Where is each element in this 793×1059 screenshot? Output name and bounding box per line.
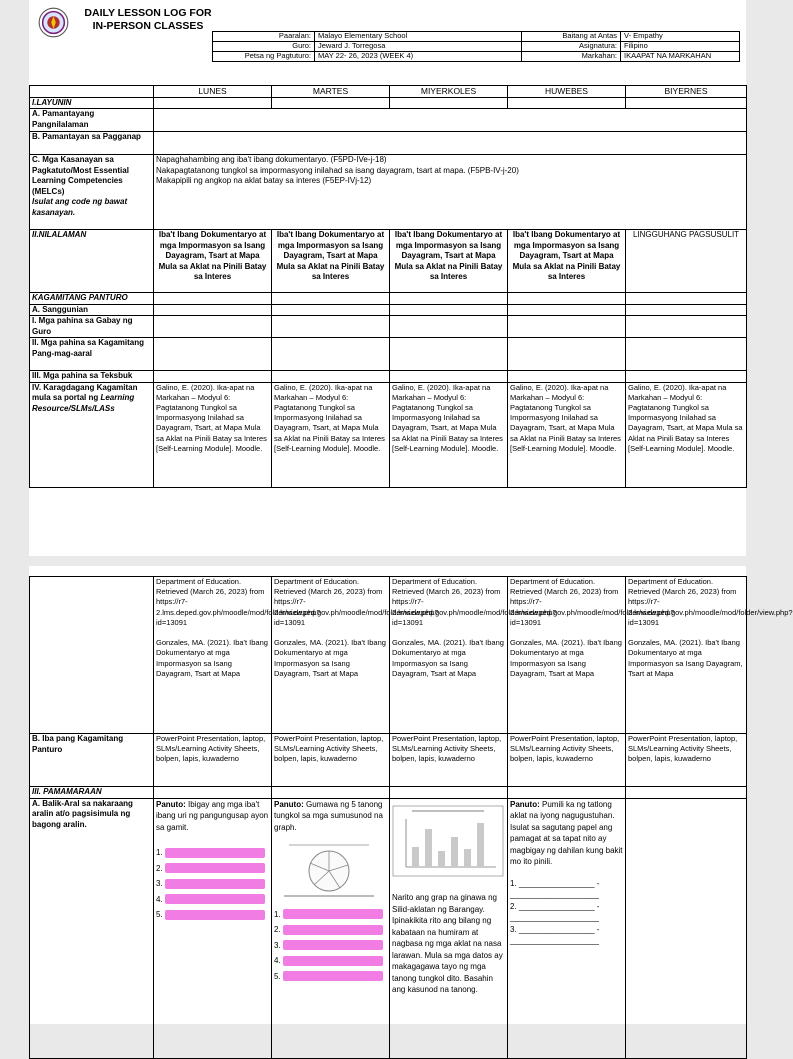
balik-aral-lunes xyxy=(154,798,272,1058)
gonzales-ref: Gonzales, MA. (2021). Iba't Ibang Dokumentaryo at mga Impormasyon sa Isang Dayagram, Tsart at Mapa xyxy=(392,638,504,678)
petsa-label: Petsa ng Pagtuturo: xyxy=(213,52,315,62)
answer-line-5: 5. xyxy=(274,971,387,983)
references-miyerkoles xyxy=(390,577,557,734)
book-line-1[interactable]: 1. _________________ - xyxy=(510,878,600,888)
melc-item-1: Napaghahambing ang iba't ibang dokumentaryo. (F5PD-IVe-j-18) xyxy=(156,155,387,164)
asignatura-label: Asignatura: xyxy=(522,42,621,52)
gonzales-ref: Gonzales, MA. (2021). Iba't Ibang Dokumentaryo at mga Impormasyon sa Isang Dayagram, Tsart at Mapa xyxy=(156,638,268,678)
panuto-text: Gumawa ng 5 tanong tungkol sa mga sumusunod na graph. xyxy=(274,799,383,832)
references-lunes xyxy=(154,577,321,734)
gonzales-ref: Gonzales, MA. (2021). Iba't Ibang Dokumentaryo at mga Impormasyon sa Isang Dayagram, Tsart at Mapa xyxy=(274,638,386,678)
references-biyernes xyxy=(626,577,793,734)
melcs-content xyxy=(154,155,747,230)
answer-blank-3[interactable] xyxy=(283,940,383,950)
balik-aral-huwebes xyxy=(508,798,626,1058)
day-header-martes: MARTES xyxy=(272,86,390,98)
kagamitang-pang-mag-aaral-label: II. Mga pahina sa Kagamitang Pang-mag-aaral xyxy=(30,338,154,371)
day-header-miyerkoles: MIYERKOLES xyxy=(390,86,508,98)
deped-ref: Department of Education. Retrieved (March 26, 2023) from https://r7-2.lms.deped.gov.ph/moodle/mod/folder/view.php?id=13091 xyxy=(392,577,557,627)
karagdagang-label-b: Learning Resource/SLMs/LASs xyxy=(32,393,135,413)
melcs-title: C. Mga Kasanayan sa Pagkatuto/Most Essential Learning Competencies (MELCs) xyxy=(32,155,129,196)
deped-ref: Department of Education. Retrieved (March 26, 2023) from https://r7-2.lms.deped.gov.ph/moodle/mod/folder/view.php?id=13091 xyxy=(274,577,439,627)
answer-blank-5[interactable] xyxy=(165,910,265,920)
answer-blank-1[interactable] xyxy=(165,848,265,858)
markahan-label: Markahan: xyxy=(522,52,621,62)
layunin-heading: I.LAYUNIN xyxy=(30,97,154,109)
nilalaman-lunes: Iba't Ibang Dokumentaryo at mga Impormasyon sa Isang Dayagram, Tsart at Mapa Mula sa Aklat na Pinili Batay sa Interes xyxy=(154,230,272,293)
title-line-2: IN-PERSON CLASSES xyxy=(92,20,204,32)
galino-ref-martes: Galino, E. (2020). Ika-apat na Markahan – Modyul 6: Pagtatanong Tungkol sa Impormasyong Inilahad sa Dayagram, Tsart, at Mapa Mula sa Aklat na Pinili Batay sa Interes [Self-Learning Module]. Moodle. xyxy=(272,382,390,487)
deped-seal-logo xyxy=(38,7,69,38)
galino-ref-biyernes: Galino, E. (2020). Ika-apat na Markahan – Modyul 6: Pagtatanong Tungkol sa Impormasyong Inilahad sa Dayagram, Tsart, at Mapa Mula sa Aklat na Pinili Batay sa Interes [Self-Learning Module]. Moodle. xyxy=(626,382,747,487)
asignatura-value: Filipino xyxy=(621,42,740,52)
gonzales-ref: Gonzales, MA. (2021). Iba't Ibang Dokumentaryo at mga Impormasyon sa Isang Dayagram, Tsart at Mapa xyxy=(510,638,622,678)
guro-value: Jeward J. Torregosa xyxy=(315,42,522,52)
balik-aral-martes xyxy=(272,798,390,1058)
answer-blank-5[interactable] xyxy=(283,971,383,981)
book-line-3b[interactable]: ____________________ xyxy=(510,936,599,945)
karagdagang-kagamitan-label xyxy=(30,382,154,487)
corner-cell xyxy=(30,86,154,98)
petsa-value: MAY 22- 26, 2023 (WEEK 4) xyxy=(315,52,522,62)
panuto-label: Panuto: xyxy=(510,799,540,809)
pamantayang-pangnilalaman-label: A. Pamantayang Pangnilalaman xyxy=(30,109,154,132)
balik-aral-miyerkoles xyxy=(390,798,508,1058)
nilalaman-miyerkoles: Iba't Ibang Dokumentaryo at mga Impormasyon sa Isang Dayagram, Tsart at Mapa Mula sa Aklat na Pinili Batay sa Interes xyxy=(390,230,508,293)
book-line-1b[interactable]: ____________________ xyxy=(510,890,599,899)
iba-pang-kagamitan-label: B. Iba pang Kagamitang Panturo xyxy=(30,734,154,787)
pamantayan-pagganap-label: B. Pamantayan sa Pagganap xyxy=(30,132,154,155)
nilalaman-heading: II.NILALAMAN xyxy=(30,230,154,293)
melcs-note: Isulat ang code ng bawat kasanayan. xyxy=(32,197,128,217)
panuto-label: Panuto: xyxy=(274,799,304,809)
nilalaman-huwebes: Iba't Ibang Dokumentaryo at mga Impormasyon sa Isang Dayagram, Tsart at Mapa Mula sa Aklat na Pinili Batay sa Interes xyxy=(508,230,626,293)
answer-line-3: 3. xyxy=(274,940,387,952)
galino-ref-huwebes: Galino, E. (2020). Ika-apat na Markahan – Modyul 6: Pagtatanong Tungkol sa Impormasyong Inilahad sa Dayagram, Tsart, at Mapa Mula sa Aklat na Pinili Batay sa Interes [Self-Learning Module]. Moodle. xyxy=(508,382,626,487)
lesson-log-table-continued xyxy=(29,576,793,1059)
page-1 xyxy=(29,0,746,556)
deped-ref: Department of Education. Retrieved (March 26, 2023) from https://r7-2.lms.deped.gov.ph/moodle/mod/folder/view.php?id=13091 xyxy=(628,577,793,627)
karagdagang-label-a: IV. Karagdagang Kagamitan mula sa portal ng xyxy=(32,382,138,402)
answer-blank-4[interactable] xyxy=(283,956,383,966)
pamantayan-pagganap-content xyxy=(154,132,747,155)
references-label-cell xyxy=(30,577,154,734)
teksbuk-label: III. Mga pahina sa Teksbuk xyxy=(30,371,154,383)
baitang-label: Baitang at Antas xyxy=(522,32,621,42)
answer-blank-3[interactable] xyxy=(165,879,265,889)
iba-pang-miyerkoles: PowerPoint Presentation, laptop, SLMs/Learning Activity Sheets, bolpen, lapis, kuwaderno xyxy=(390,734,508,787)
panuto-label: Panuto: xyxy=(156,799,186,809)
answer-blank-1[interactable] xyxy=(283,909,383,919)
day-header-lunes: LUNES xyxy=(154,86,272,98)
day-header-huwebes: HUWEBES xyxy=(508,86,626,98)
answer-blank-2[interactable] xyxy=(283,925,383,935)
answer-line-3: 3. xyxy=(156,878,269,890)
book-line-2b[interactable]: ____________________ xyxy=(510,913,599,922)
panuto-text: Ibigay ang mga iba't ibang uri ng pangungusap ayon sa gamit. xyxy=(156,799,269,832)
deped-ref: Department of Education. Retrieved (March 26, 2023) from https://r7-2.lms.deped.gov.ph/moodle/mod/folder/view.php?id=13091 xyxy=(156,577,321,627)
iba-pang-biyernes: PowerPoint Presentation, laptop, SLMs/Learning Activity Sheets, bolpen, lapis, kuwaderno xyxy=(626,734,747,787)
answer-line-4: 4. xyxy=(274,955,387,967)
answer-line-2: 2. xyxy=(156,863,269,875)
references-huwebes xyxy=(508,577,675,734)
answer-line-2: 2. xyxy=(274,924,387,936)
answer-blank-2[interactable] xyxy=(165,863,265,873)
lingguhang-pagsusulit: LINGGUHANG PAGSUSULIT xyxy=(626,230,747,293)
iba-pang-lunes: PowerPoint Presentation, laptop, SLMs/Learning Activity Sheets, bolpen, lapis, kuwaderno xyxy=(154,734,272,787)
lesson-log-table xyxy=(29,85,747,488)
guro-label: Guro: xyxy=(213,42,315,52)
document-title xyxy=(73,7,223,33)
bar-graph-image xyxy=(392,805,504,877)
galino-ref-miyerkoles: Galino, E. (2020). Ika-apat na Markahan – Modyul 6: Pagtatanong Tungkol sa Impormasyong Inilahad sa Dayagram, Tsart, at Mapa Mula sa Aklat na Pinili Batay sa Interes [Self-Learning Module]. Moodle. xyxy=(390,382,508,487)
markahan-value: IKAAPAT NA MARKAHAN xyxy=(621,52,740,62)
pamamaraan-heading: III. PAMAMARAAN xyxy=(30,787,154,799)
book-line-3[interactable]: 3. _________________ - xyxy=(510,924,600,934)
answer-blank-4[interactable] xyxy=(165,894,265,904)
kagamitang-heading: KAGAMITANG PANTURO xyxy=(30,293,154,305)
melc-item-2: Nakapagtatanong tungkol sa impormasyong inilahad sa isang dayagram, tsart at mapa. (F5PB-IV-j-20) xyxy=(156,165,519,175)
pamantayang-pangnilalaman-content xyxy=(154,109,747,132)
page-2 xyxy=(29,566,793,1024)
answer-line-1: 1. xyxy=(156,847,269,859)
iba-pang-huwebes: PowerPoint Presentation, laptop, SLMs/Learning Activity Sheets, bolpen, lapis, kuwaderno xyxy=(508,734,626,787)
melcs-label xyxy=(30,155,154,230)
paaralan-value: Malayo Elementary School xyxy=(315,32,522,42)
panuto-text: Pumili ka ng tatlong aklat na iyong nagugustuhan. Isulat sa sagutang papel ang pamagat at sa tapat nito ay magbigay ng dahilan kung bakit mo ito pinili. xyxy=(510,799,623,866)
miyerkoles-text: Narito ang grap na ginawa ng Silid-aklatan ng Barangay. Ipinakikita rito ang bilang ng kabataan na humiram at nagbasa ng mga aklat na nasa larawan. Mula sa mga datos ay makagagawa tayo ng mga tanong tungkol dito. Basahin ang kasunod na tanong. xyxy=(392,893,503,994)
balik-aral-label: A. Balik-Aral sa nakaraang aralin at/o pagsisimula ng bagong aralin. xyxy=(30,798,154,1058)
header-info-table xyxy=(212,31,740,62)
gonzales-ref: Gonzales, MA. (2021). Iba't Ibang Dokumentaryo at mga Impormasyon sa Isang Dayagram, Tsart at Mapa xyxy=(628,638,743,678)
book-line-2[interactable]: 2. _________________ - xyxy=(510,901,600,911)
pie-graph-image xyxy=(274,839,384,899)
melc-item-3: Makapipili ng angkop na aklat batay sa interes (F5EP-IVj-12) xyxy=(156,176,372,185)
answer-line-5: 5. xyxy=(156,909,269,921)
gabay-guro-label: I. Mga pahina sa Gabay ng Guro xyxy=(30,316,154,338)
galino-ref-lunes: Galino, E. (2020). Ika-apat na Markahan – Modyul 6: Pagtatanong Tungkol sa Impormasyong Inilahad sa Dayagram, Tsart, at Mapa Mula sa Aklat na Pinili Batay sa Interes [Self-Learning Module]. Moodle. xyxy=(154,382,272,487)
nilalaman-martes: Iba't Ibang Dokumentaryo at mga Impormasyon sa Isang Dayagram, Tsart at Mapa Mula sa Aklat na Pinili Batay sa Interes xyxy=(272,230,390,293)
deped-ref: Department of Education. Retrieved (March 26, 2023) from https://r7-2.lms.deped.gov.ph/moodle/mod/folder/view.php?id=13091 xyxy=(510,577,675,627)
iba-pang-martes: PowerPoint Presentation, laptop, SLMs/Learning Activity Sheets, bolpen, lapis, kuwaderno xyxy=(272,734,390,787)
answer-line-1: 1. xyxy=(274,909,387,921)
references-martes xyxy=(272,577,439,734)
title-line-1: DAILY LESSON LOG FOR xyxy=(84,7,212,19)
balik-aral-biyernes xyxy=(626,798,747,1058)
paaralan-label: Paaralan: xyxy=(213,32,315,42)
sanggunian-label: A. Sanggunian xyxy=(30,304,154,316)
baitang-value: V- Empathy xyxy=(621,32,740,42)
answer-line-4: 4. xyxy=(156,894,269,906)
day-header-biyernes: BIYERNES xyxy=(626,86,747,98)
